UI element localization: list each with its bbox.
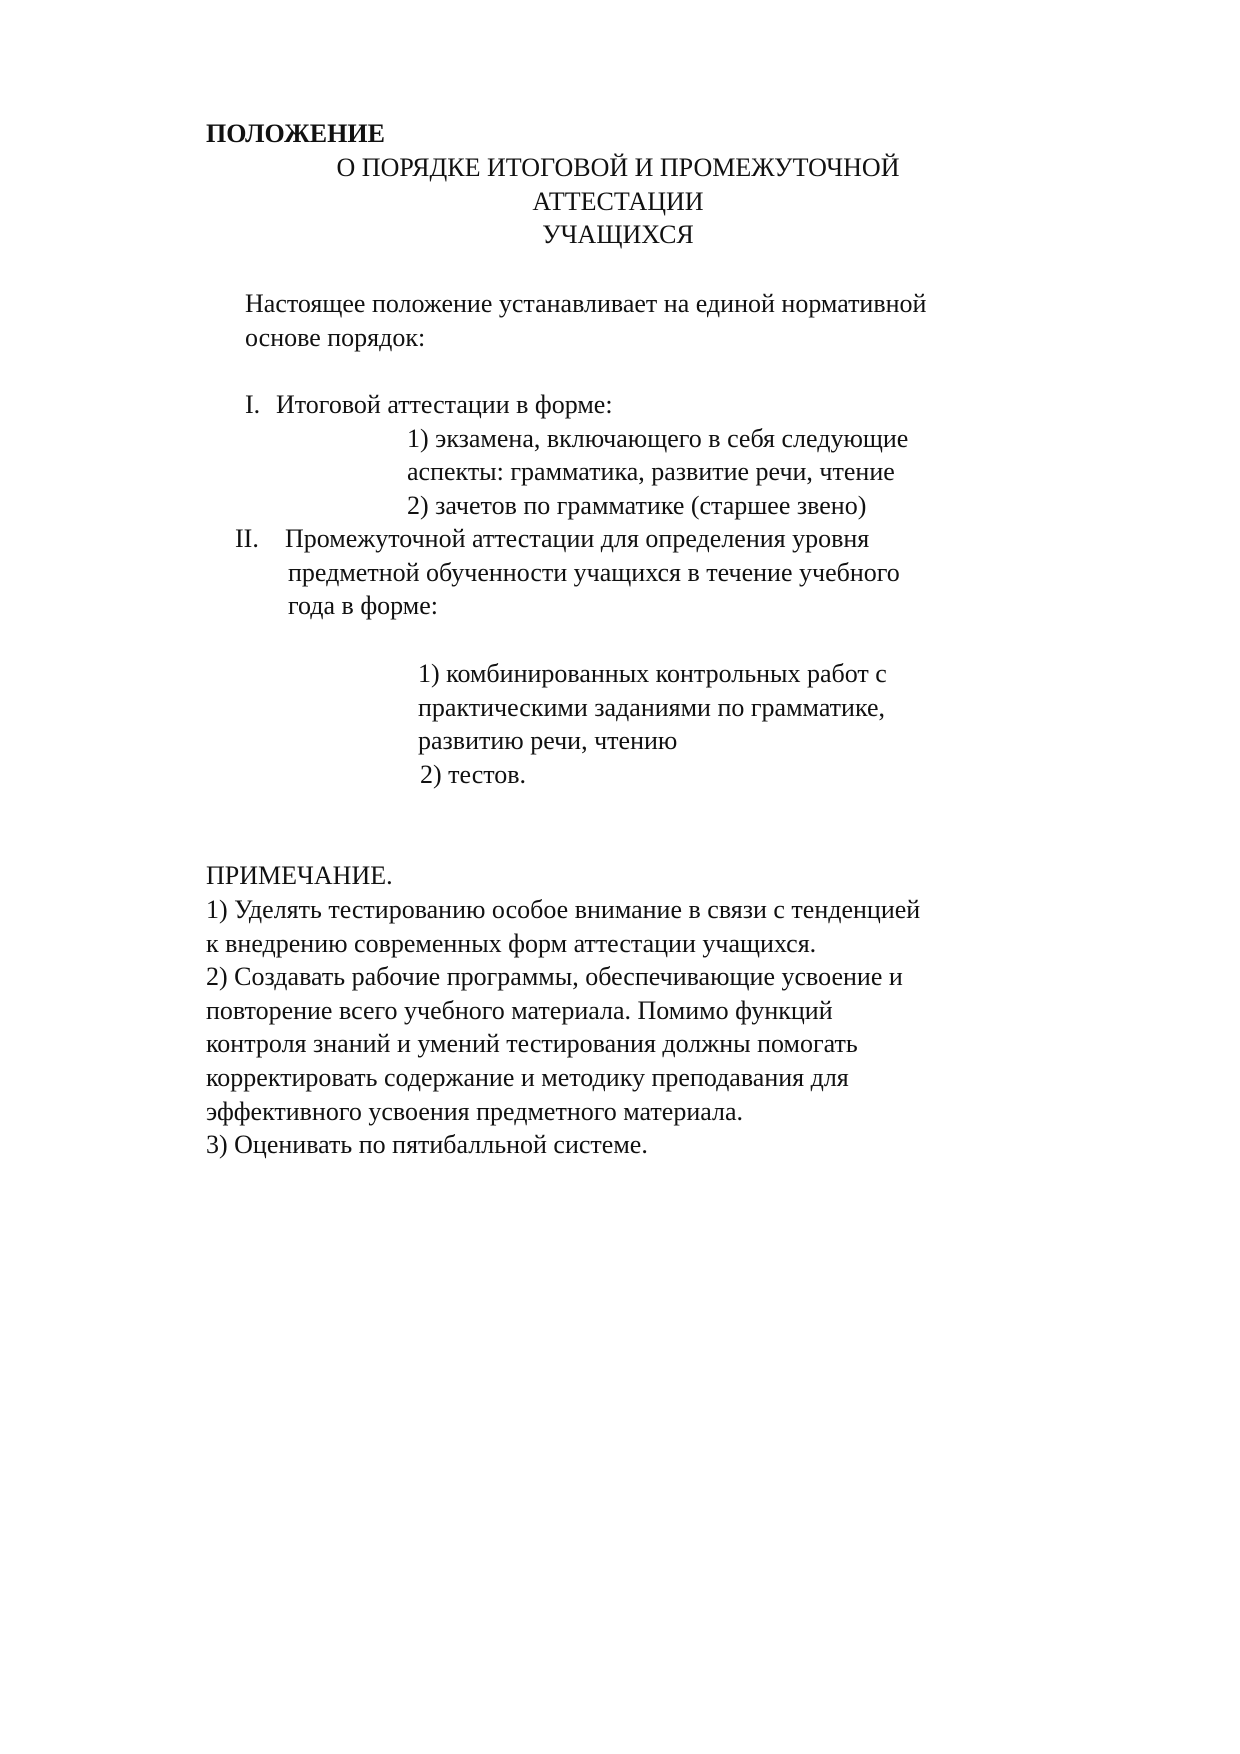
document-subtitle-line: О ПОРЯДКЕ ИТОГОВОЙ И ПРОМЕЖУТОЧНОЙ bbox=[336, 153, 900, 182]
section2-numeral: II. bbox=[235, 524, 259, 553]
section2-heading-line: предметной обученности учащихся в течение учебного bbox=[288, 558, 900, 587]
note-line: к внедрению современных форм аттестации учащихся. bbox=[206, 929, 817, 958]
section1-numeral: I. bbox=[245, 390, 261, 419]
note-line: 2) Создавать рабочие программы, обеспечивающие усвоение и bbox=[206, 962, 903, 991]
section1-item-line: 2) зачетов по грамматике (старшее звено) bbox=[407, 491, 867, 520]
document-title: ПОЛОЖЕНИЕ bbox=[206, 119, 385, 148]
intro-line: Настоящее положение устанавливает на единой нормативной bbox=[245, 289, 927, 318]
document-subtitle-line: АТТЕСТАЦИИ bbox=[532, 187, 704, 216]
section2-heading-line: Промежуточной аттестации для определения уровня bbox=[285, 524, 870, 553]
section1-item-line: аспекты: грамматика, развитие речи, чтение bbox=[407, 457, 895, 486]
section1-heading: Итоговой аттестации в форме: bbox=[276, 390, 613, 419]
note-title: ПРИМЕЧАНИЕ. bbox=[206, 861, 393, 890]
note-line: корректировать содержание и методику преподавания для bbox=[206, 1063, 849, 1092]
section2-item-line: 1) комбинированных контрольных работ с bbox=[418, 659, 887, 688]
note-line: эффективного усвоения предметного материала. bbox=[206, 1097, 744, 1126]
section2-item-line: 2) тестов. bbox=[420, 760, 527, 789]
section2-heading-line: года в форме: bbox=[288, 591, 438, 620]
note-line: 1) Уделять тестированию особое внимание в связи с тенденцией bbox=[206, 895, 921, 924]
note-line: 3) Оценивать по пятибалльной системе. bbox=[206, 1130, 648, 1159]
intro-line: основе порядок: bbox=[245, 323, 426, 352]
section2-item-line: развитию речи, чтению bbox=[418, 726, 678, 755]
note-line: повторение всего учебного материала. Помимо функций bbox=[206, 996, 833, 1025]
section2-item-line: практическими заданиями по грамматике, bbox=[418, 693, 885, 722]
document-subtitle-line: УЧАЩИХСЯ bbox=[542, 220, 694, 249]
section1-item-line: 1) экзамена, включающего в себя следующие bbox=[407, 424, 909, 453]
note-line: контроля знаний и умений тестирования должны помогать bbox=[206, 1029, 858, 1058]
